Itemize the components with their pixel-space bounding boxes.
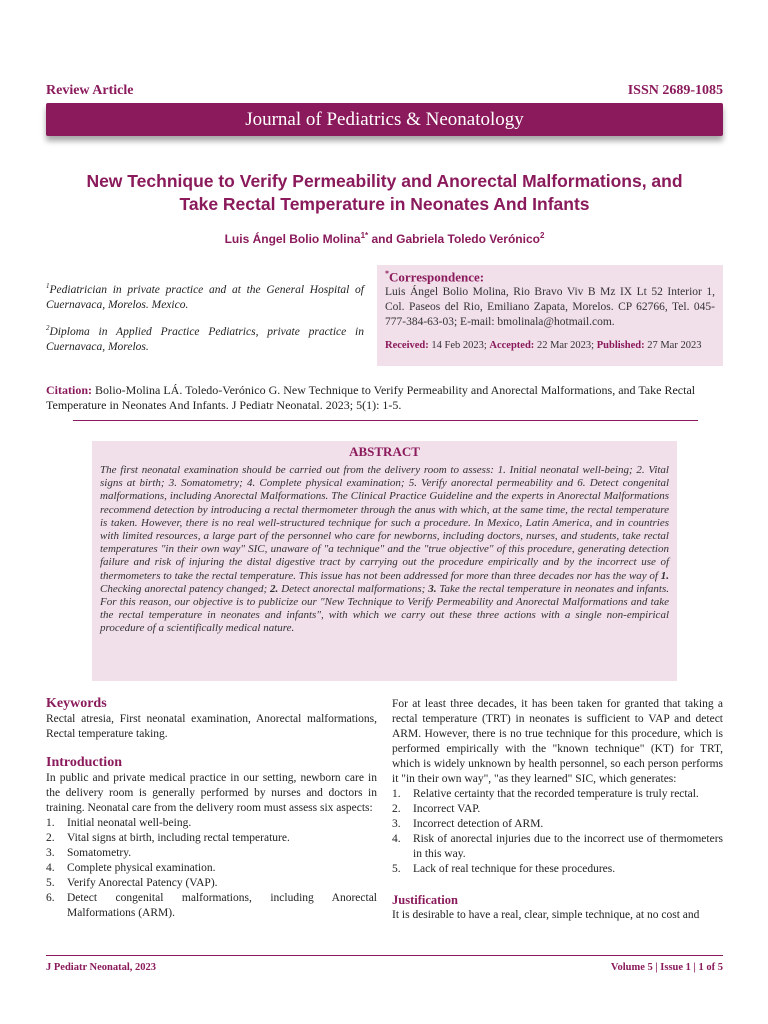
list-item-num: 4. bbox=[46, 862, 55, 874]
correspondence-sup: * bbox=[385, 269, 389, 278]
list-item bbox=[392, 832, 723, 862]
list-item-num: 1. bbox=[46, 817, 55, 829]
correspondence-title bbox=[385, 269, 715, 285]
list-item bbox=[392, 817, 723, 832]
list-item bbox=[392, 787, 723, 802]
author-1-sup: 1* bbox=[360, 231, 369, 240]
abstract-item-1: Checking anorectal patency changed; bbox=[100, 582, 271, 595]
correspondence-box bbox=[377, 265, 723, 366]
citation-label: Citation: bbox=[46, 383, 92, 397]
list-item-num: 3. bbox=[46, 847, 55, 859]
list-item-num: 2. bbox=[46, 832, 55, 844]
abstract-item-2: Detect anorectal malformations; bbox=[278, 582, 429, 595]
abstract-text-b: Take the rectal temperature in neonates and infants. For this reason, our objective is to publicize our "New Technique to Verify Permeability and Anorectal Malformations and take the rectal temperature in neonates and infants", with which we carry out these three actions with a single non-empirical procedure of a scientifically medical nature. bbox=[100, 582, 669, 635]
list-item-text: Verify Anorectal Patency (VAP). bbox=[67, 877, 218, 889]
list-item bbox=[46, 861, 377, 876]
abstract-bold-1: 1. bbox=[660, 569, 669, 582]
article-type: Review Article bbox=[46, 83, 134, 98]
introduction-heading: Introduction bbox=[46, 755, 122, 770]
accepted-date: 22 Mar 2023; bbox=[534, 340, 597, 352]
list-item bbox=[46, 831, 377, 846]
abstract-text-a: The first neonatal examination should be carried out from the delivery room to assess: 1. Initial neonatal well-being; 2. Vital signs at birth; 3. Somatometry; 4. Complete physical examination; 5. Verify anorectal permeability and 6. Detect congenital malformations, including Anorectal Malformations. The Clinical Practice Guideline and the experts in Anorectal Malformations recommend detection by introducing a rectal thermometer through the anus with which, at the same time, the rectal temperature is taken. However, there is no real well-structured technique for such a procedure. In Mexico, Latin America, and in countries with limited resources, a large part of the personnel who care for newborns, including doctors, nurses, and students, take rectal temperatures "in their own way" SIC, unaware of "a technique" and the "true objective" of this procedure, generating detection failure and risk of injuring the distal digestive tract by carrying out the procedure empirically and by the incorrect use of thermometers to take the rectal temperature. This issue has not been addressed for more than three decades nor has the way of bbox=[100, 464, 669, 582]
author-1: Luis Ángel Bolio Molina bbox=[224, 232, 361, 246]
list-item-num: 6. bbox=[46, 892, 55, 904]
consequences-list bbox=[392, 787, 723, 877]
list-item-text: Lack of real technique for these procedures. bbox=[413, 863, 616, 875]
article-title bbox=[46, 170, 723, 216]
introduction-text: In public and private medical practice in our setting, newborn care in the delivery room is generally performed by nurses and doctors in training. Neonatal care from the delivery room must assess six aspects: bbox=[46, 772, 377, 814]
list-item-text: Incorrect detection of ARM. bbox=[413, 818, 544, 830]
affiliation-2-sup: 2 bbox=[46, 324, 50, 332]
list-item-num: 2. bbox=[392, 803, 401, 815]
accepted-label: Accepted: bbox=[489, 340, 535, 352]
affiliation-2-text: Diploma in Applied Practice Pediatrics, private practice in Cuernavaca, Morelos. bbox=[46, 325, 364, 353]
list-item bbox=[392, 802, 723, 817]
author-2-sup: 2 bbox=[539, 231, 545, 240]
list-item-num: 5. bbox=[392, 863, 401, 875]
list-item-num: 5. bbox=[46, 877, 55, 889]
title-line-2: Take Rectal Temperature in Neonates And Infants bbox=[179, 194, 590, 214]
introduction-list bbox=[46, 816, 377, 921]
affiliation-1 bbox=[46, 279, 364, 313]
author-conj: and bbox=[368, 232, 397, 246]
justification-heading: Justification bbox=[392, 893, 458, 907]
authors bbox=[46, 231, 723, 246]
received-date: 14 Feb 2023; bbox=[428, 340, 490, 352]
list-item bbox=[46, 891, 377, 921]
list-item-text: Detect congenital malformations, including Anorectal Malformations (ARM). bbox=[67, 892, 377, 919]
affiliation-2 bbox=[46, 321, 364, 355]
list-item-num: 1. bbox=[392, 788, 401, 800]
list-item bbox=[46, 816, 377, 831]
footer-journal: J Pediatr Neonatal, 2023 bbox=[46, 962, 157, 973]
list-item-text: Complete physical examination. bbox=[67, 862, 216, 874]
justification-text: It is desirable to have a real, clear, simple technique, at no cost and bbox=[392, 909, 700, 921]
footer-page-info: Volume 5 | Issue 1 | 1 of 5 bbox=[610, 962, 723, 973]
list-item bbox=[46, 876, 377, 891]
journal-banner bbox=[46, 103, 723, 136]
keywords-heading: Keywords bbox=[46, 696, 107, 711]
abstract-bold-3: 3. bbox=[428, 582, 437, 595]
top-row bbox=[46, 83, 723, 101]
right-paragraph: For at least three decades, it has been taken for granted that taking a rectal temperature (TRT) in neonates is sufficient to VAP and detect ARM. However, there is no true technique for this procedure, which is performed empirically with the "known technique" (KT) for TRT, which is widely unknown by health personnel, so each person performs it "in their own way", "as they learned" SIC, which generates: bbox=[392, 698, 723, 785]
published-date: 27 Mar 2023 bbox=[644, 340, 702, 352]
article-dates bbox=[385, 340, 715, 351]
affiliation-1-sup: 1 bbox=[46, 282, 50, 290]
keywords-text: Rectal atresia, First neonatal examination, Anorectal malformations, Rectal temperature taking. bbox=[46, 713, 377, 740]
abstract-title: ABSTRACT bbox=[349, 444, 420, 459]
list-item-text: Initial neonatal well-being. bbox=[67, 817, 192, 829]
journal-name: Journal of Pediatrics & Neonatology bbox=[245, 109, 524, 130]
citation-text: Bolio-Molina LÁ. Toledo-Verónico G. New Technique to Verify Permeability and Anorectal Malformations, and Take Rectal Temperature in Neonates And Infants. J Pediatr Neonatal. 2023; 5(1): 1-5. bbox=[46, 383, 696, 412]
author-2: Gabriela Toledo Verónico bbox=[396, 232, 540, 246]
list-item-num: 4. bbox=[392, 833, 401, 845]
list-item bbox=[392, 862, 723, 877]
list-item-num: 3. bbox=[392, 818, 401, 830]
title-line-1: New Technique to Verify Permeability and Anorectal Malformations, and bbox=[86, 171, 683, 191]
list-item-text: Relative certainty that the recorded temperature is truly rectal. bbox=[413, 788, 699, 800]
abstract-box bbox=[92, 441, 677, 681]
list-item-text: Vital signs at birth, including rectal temperature. bbox=[67, 832, 290, 844]
abstract-bold-2: 2. bbox=[270, 582, 279, 595]
citation bbox=[46, 383, 723, 413]
list-item-text: Somatometry. bbox=[67, 847, 132, 859]
correspondence-text: Luis Ángel Bolio Molina, Rio Bravo Viv B Mz IX Lt 52 Interior 1, Col. Paseos del Rio, Emiliano Zapata, Morelos. CP 62766, Tel. 045-777-384-63-03; E-mail: bmolinala@hotmail.com. bbox=[385, 286, 715, 329]
published-label: Published: bbox=[596, 340, 645, 352]
left-column bbox=[46, 695, 377, 921]
right-column bbox=[392, 697, 723, 923]
list-item-text: Risk of anorectal injuries due to the incorrect use of thermometers in this way. bbox=[413, 833, 723, 860]
footer-divider bbox=[46, 955, 723, 956]
affiliation-1-text: Pediatrician in private practice and at the General Hospital of Cuernavaca, Morelos. Mexico. bbox=[46, 283, 364, 311]
list-item bbox=[46, 846, 377, 861]
citation-divider bbox=[73, 420, 698, 421]
abstract-text bbox=[100, 464, 669, 636]
list-item-text: Incorrect VAP. bbox=[413, 803, 481, 815]
correspondence-title-text: Correspondence: bbox=[389, 269, 485, 285]
issn: ISSN 2689-1085 bbox=[627, 83, 723, 98]
received-label: Received: bbox=[385, 340, 429, 352]
